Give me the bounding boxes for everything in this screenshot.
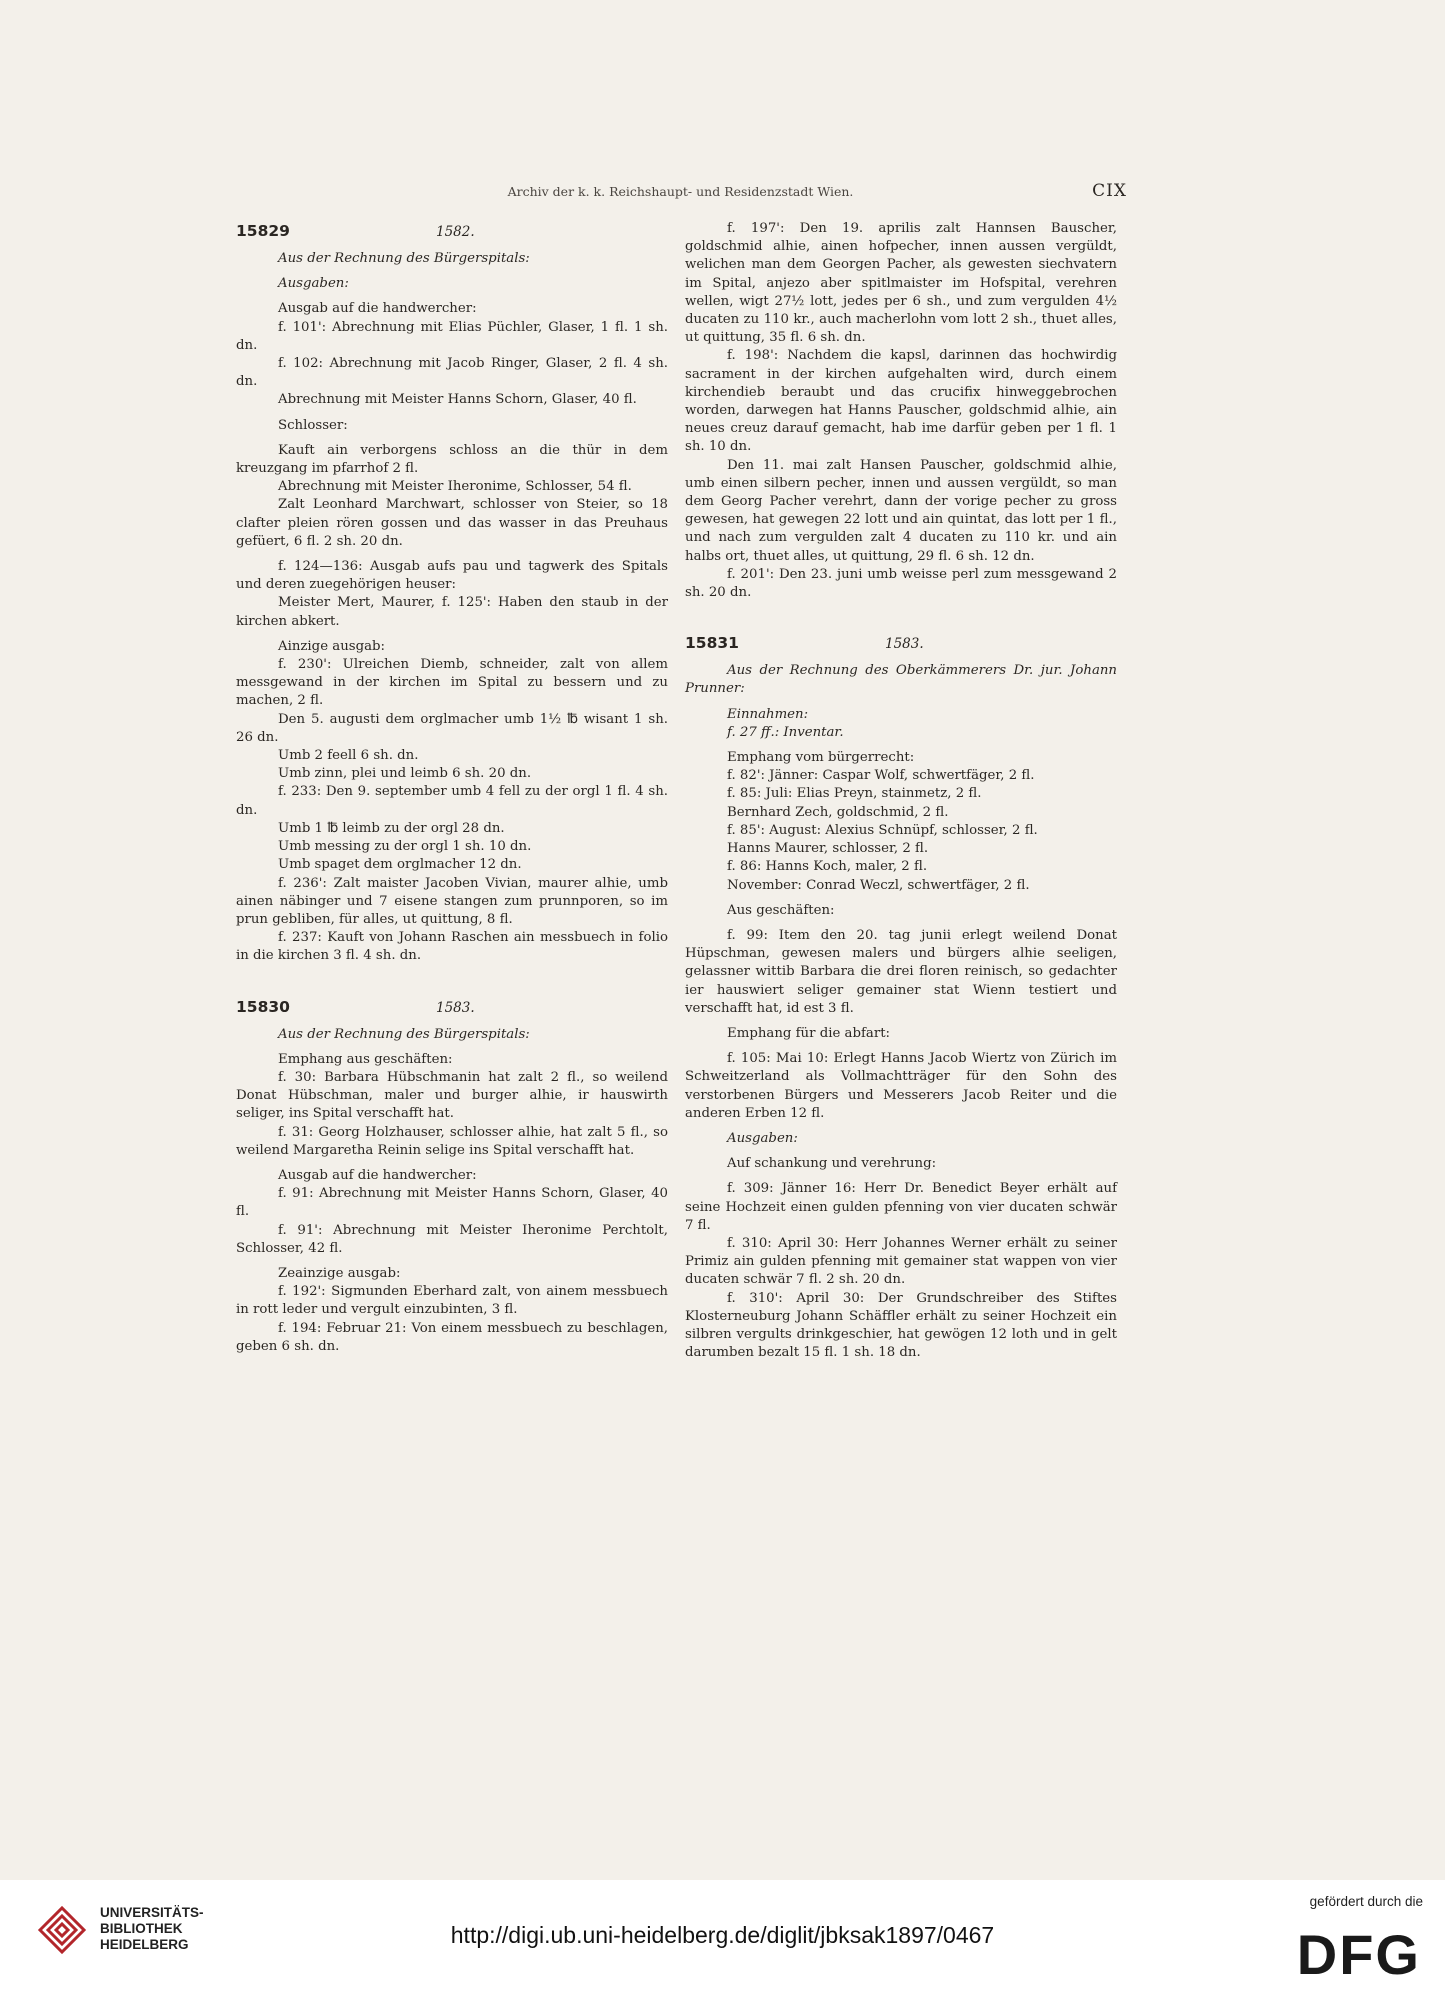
paragraph: Emphang vom bürgerrecht: (727, 750, 915, 766)
paragraph: November: Conrad Weczl, schwertfäger, 2 fl. (727, 877, 1030, 893)
paragraph: Umb 1 ℔ leimb zu der orgl 28 dn. (278, 820, 505, 836)
paragraph: f. 201': Den 23. juni umb weisse perl zum messgewand 2 sh. 20 dn. (685, 566, 1117, 601)
paragraph: f. 124—136: Ausgab aufs pau und tagwerk des Spitals und deren zuegehörigen heuser: (236, 559, 668, 593)
paragraph: Emphang aus geschäften: (278, 1051, 453, 1067)
paragraph: Den 11. mai zalt Hansen Pauscher, goldschmid alhie, umb einen silbern pecher, innen und aussen vergüldt, so man dem Georg Pacher verehrt, dann der vorige pecher zu gross gewesen, hat gewegen 22 lott und ain quintat, das lott per 1 fl., und nach zum vergulden zalt 4 ducaten zu 110 kr. und ain halbs ort, thuet alles, ut quittung, 29 fl. 6 sh. 12 dn. (685, 457, 1117, 564)
paragraph: Aus der Rechnung des Oberkämmerers Dr. jur. Johann Prunner: (685, 663, 1117, 697)
paragraph: Umb 2 feell 6 sh. dn. (278, 748, 419, 764)
spacer (236, 293, 668, 300)
paragraph: Einnahmen: (727, 706, 809, 722)
spacer (685, 699, 1117, 706)
section-spacer (685, 602, 1117, 632)
paragraph: f. 192': Sigmunden Eberhard zalt, von ainem messbuech in rott leder und vergult einzubinten, 3 fl. (236, 1284, 668, 1318)
spacer (236, 631, 668, 638)
funding-note: gefördert durch die (1309, 1894, 1423, 1909)
paragraph: f. 85: Juli: Elias Preyn, stainmetz, 2 fl. (727, 786, 982, 802)
paragraph: f. 85': August: Alexius Schnüpf, schlosser, 2 fl. (727, 822, 1038, 838)
paragraph: Aus der Rechnung des Bürgerspitals: (278, 251, 530, 266)
paragraph: Umb spaget dem orglmacher 12 dn. (278, 857, 522, 873)
paragraph: f. 194: Februar 21: Von einem messbuech zu beschlagen, geben 6 sh. dn. (236, 1320, 668, 1354)
paragraph: f. 30: Barbara Hübschmanin hat zalt 2 fl., so weilend Donat Hübschman, maler und burger alhie, ir hauswirth seliger, ins Spital verschafft hat. (236, 1069, 668, 1122)
paragraph: Ainzige ausgab: (278, 638, 386, 654)
library-line: BIBLIOTHEK (100, 1921, 183, 1936)
paragraph: Ausgaben: (278, 276, 349, 292)
paragraph: f. 91': Abrechnung mit Meister Iheronime Perchtolt, Schlosser, 42 fl. (236, 1222, 668, 1256)
paragraph: Zeainzige ausgab: (278, 1265, 401, 1281)
spacer (685, 1018, 1117, 1025)
paragraph: Meister Mert, Maurer, f. 125': Haben den staub in der kirchen abkert. (236, 595, 668, 629)
entry-year: 1583. (436, 999, 475, 1016)
paragraph: f. 105: Mai 10: Erlegt Hanns Jacob Wiertz von Zürich im Schweitzerland als Vollmachtträger für den Sohn des verstorbenen Bürgers und Messerers Jacob Reiter und die anderen Erben 12 fl. (685, 1051, 1117, 1121)
entry-number: 15829 (236, 222, 290, 240)
paragraph: Emphang für die abfart: (727, 1025, 891, 1041)
paragraph: f. 310': April 30: Der Grundschreiber des Stiftes Klosterneuburg Johann Schäffler erhält zu seiner Hochzeit ein silbren vergults drinkgeschier, hat gewögen 12 loth und in gelt darumben bezalt 15 fl. 1 sh. 18 dn. (685, 1290, 1117, 1361)
paragraph: Kauft ain verborgens schloss an die thür in dem kreuzgang im pfarrhof 2 fl. (236, 442, 668, 477)
paragraph: f. 230': Ulreichen Diemb, schneider, zalt von allem messgewand in der kirchen im Spital zu bessern und zu machen, 2 fl. (236, 657, 668, 709)
paragraph: Abrechnung mit Meister Iheronime, Schlosser, 54 fl. (278, 479, 632, 495)
page-number: CIX (1092, 181, 1127, 201)
spacer (685, 1148, 1117, 1155)
spacer (685, 1043, 1117, 1050)
right-column (685, 220, 1117, 1362)
library-line: UNIVERSITÄTS- (100, 1905, 204, 1920)
spacer (685, 1173, 1117, 1180)
paragraph: Ausgab auf die handwercher: (278, 301, 477, 317)
paragraph: f. 82': Jänner: Caspar Wolf, schwertfäger, 2 fl. (727, 768, 1035, 784)
entry-heading (236, 222, 668, 246)
paragraph: f. 91: Abrechnung mit Meister Hanns Schorn, Glaser, 40 fl. (236, 1186, 668, 1220)
spacer (685, 920, 1117, 927)
paragraph: f. 31: Georg Holzhauser, schlosser alhie, hat zalt 5 fl., so weilend Margaretha Reinin selige ins Spital verschafft hat. (236, 1124, 668, 1158)
paragraph: f. 86: Hanns Koch, maler, 2 fl. (727, 859, 928, 875)
paragraph: Zalt Leonhard Marchwart, schlosser von Steier, so 18 clafter pleien rören gossen und das wasser in das Preuhaus gefüert, 6 fl. 2 sh. 20 dn. (236, 497, 668, 549)
paragraph: Aus geschäften: (727, 902, 835, 918)
dfg-logo-icon (1283, 1918, 1423, 1980)
dfg-logo-text: DFG (1296, 1923, 1421, 1980)
entry-year: 1583. (885, 636, 924, 653)
paragraph: f. 99: Item den 20. tag junii erlegt weilend Donat Hüpschman, gewesen malers und bürgers alhie seeligen, gelassner wittib Barbara die drei floren reinisch, so gedachter ier hauswiert seliger gemainer stat Wienn testiert und verschafft hat, id est 3 fl. (685, 927, 1117, 1016)
spacer (236, 410, 668, 417)
paragraph: Bernhard Zech, goldschmid, 2 fl. (727, 804, 949, 820)
spacer (236, 268, 668, 275)
left-column (236, 220, 668, 1356)
paragraph: Umb zinn, plei und leimb 6 sh. 20 dn. (278, 766, 532, 782)
running-header (234, 181, 1127, 214)
paragraph: f. 198': Nachdem die kapsl, darinnen das hochwirdig sacrament in der kirchen aufgehalten wird, durch einem kirchendieb beraubt und das crucifix hinweggebrochen worden, darwegen hat Hanns Pauscher, goldschmid alhie, ain neues creuz darauf gemacht, hab ime darfür geben per 1 fl. 1 sh. 10 dn. (685, 348, 1117, 455)
paragraph: Hanns Maurer, schlosser, 2 fl. (727, 841, 929, 857)
paragraph: Ausgab auf die handwercher: (278, 1167, 477, 1183)
paragraph: f. 101': Abrechnung mit Elias Püchler, Glaser, 1 fl. 1 sh. dn. (236, 319, 668, 353)
paragraph: f. 237: Kauft von Johann Raschen ain messbuech in folio in die kirchen 3 fl. 4 sh. dn. (236, 930, 668, 964)
paragraph: f. 310: April 30: Herr Johannes Werner erhält zu seiner Primiz ain gulden pfenning mit gemainer stat wappen von vier ducaten schwär 7 fl. 2 sh. 20 dn. (685, 1235, 1117, 1288)
paragraph: f. 309: Jänner 16: Herr Dr. Benedict Beyer erhält auf seine Hochzeit einen gulden pfenning von vier ducaten schwär 7 fl. (685, 1181, 1117, 1233)
library-line: HEIDELBERG (100, 1937, 189, 1952)
spacer (236, 1044, 668, 1051)
paragraph: f. 236': Zalt maister Jacoben Vivian, maurer alhie, umb ainen näbinger und 7 eisene stangen zum prunnporen, so im prun gebliben, für alles, ut quittung, 8 fl. (236, 875, 668, 927)
paragraph: Schlosser: (278, 417, 348, 433)
entry-heading (685, 634, 1117, 658)
footer-bar (0, 1880, 1445, 1999)
entry-year: 1582. (436, 224, 475, 240)
paragraph: Ausgaben: (727, 1130, 798, 1146)
source-url-link[interactable]: http://digi.ub.uni-heidelberg.de/diglit/jbksak1897/0467 (450, 1922, 995, 1948)
spacer (685, 1123, 1117, 1130)
spacer (236, 1160, 668, 1167)
spacer (685, 895, 1117, 902)
spacer (236, 435, 668, 442)
section-spacer (236, 966, 668, 996)
paragraph: Aus der Rechnung des Bürgerspitals: (278, 1026, 530, 1042)
entry-heading (236, 998, 668, 1022)
header-title: Archiv der k. k. Reichshaupt- und Residenzstadt Wien. (507, 184, 854, 199)
paragraph: f. 27 ff.: Inventar. (727, 724, 844, 740)
paragraph: Abrechnung mit Meister Hanns Schorn, Glaser, 40 fl. (278, 392, 637, 408)
spacer (236, 1258, 668, 1265)
entry-number: 15830 (236, 997, 290, 1016)
paragraph: Den 5. augusti dem orglmacher umb 1½ ℔ wisant 1 sh. 26 dn. (236, 711, 668, 745)
paragraph: Auf schankung und verehrung: (727, 1156, 937, 1172)
spacer (685, 742, 1117, 749)
spacer (236, 551, 668, 558)
paragraph: f. 102: Abrechnung mit Jacob Ringer, Glaser, 2 fl. 4 sh. dn. (236, 356, 668, 390)
paragraph: f. 233: Den 9. september umb 4 fell zu der orgl 1 fl. 4 sh. dn. (236, 784, 668, 818)
paragraph: f. 197': Den 19. aprilis zalt Hannsen Bauscher, goldschmid alhie, ainen hofpecher, innen aussen vergüldt, welichen man dem Georgen Pacher, als gewesten siechvatern im Spital, anjezo aber spitlmaister im Hofspital, verehren wellen, wigt 27½ lott, jedes per 6 sh., und zum vergulden 4½ ducaten zu 110 kr., auch macherlohn vom lott 2 sh., thuet alles, ut quittung, 35 fl. 6 sh. dn. (685, 221, 1117, 346)
entry-number: 15831 (685, 634, 739, 653)
paragraph: Umb messing zu der orgl 1 sh. 10 dn. (278, 839, 532, 855)
